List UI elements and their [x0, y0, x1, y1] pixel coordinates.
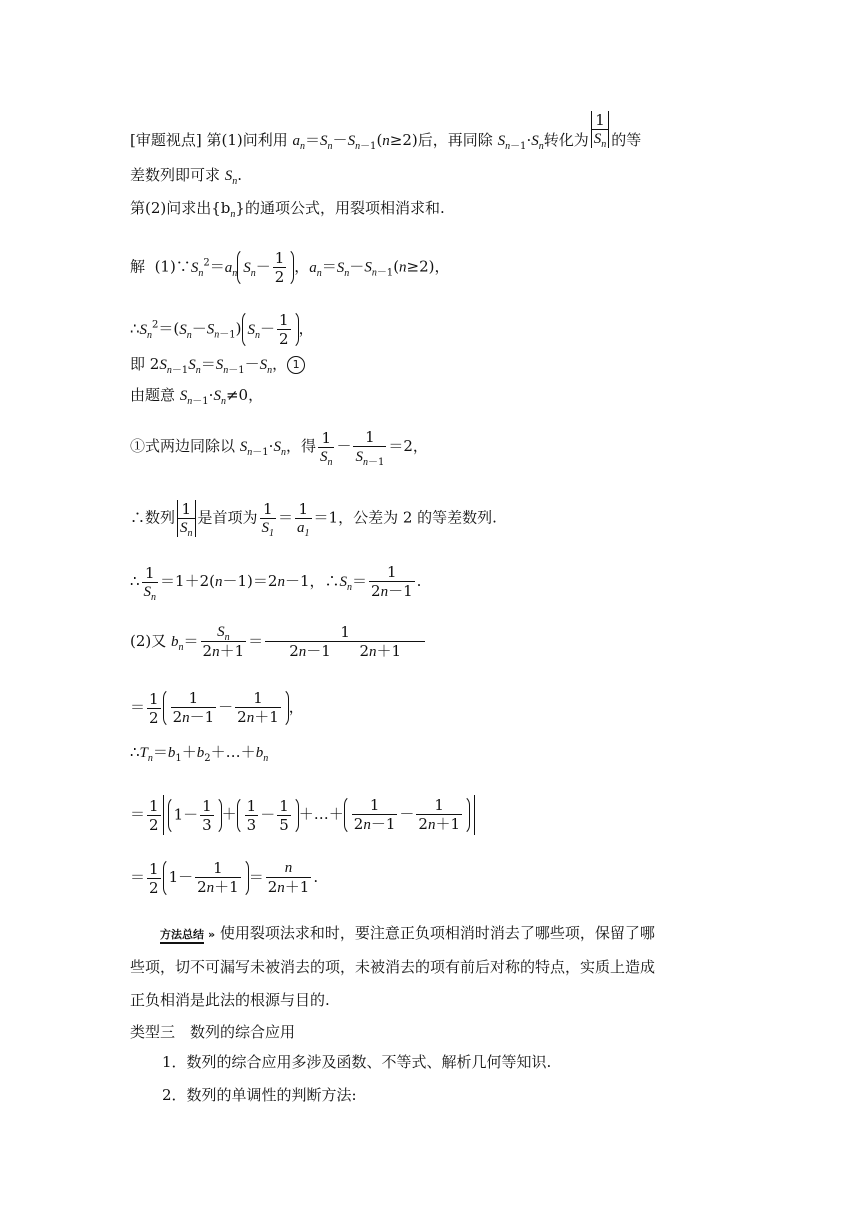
section-item-1: 1．数列的综合应用多涉及函数、不等式、解析几何等知识.: [162, 1053, 552, 1071]
solution-line-5: ①式两边同除以 $S_{n-1}\cdot S_n$，得 $\frac{1}{S_n}$ － $\frac{1}{S_{n-1}}$ ＝2，: [130, 428, 428, 468]
method-text: 使用裂项法求和时，要注意正负项相消时消去了哪些项，保留了哪: [219, 924, 655, 942]
solution-line-7: ∴ $\frac{1}{S_n}$ ＝1＋2(n－1)＝2n－1，$\therefore S_n=$ $\frac{1}{2n-1}$ .: [130, 563, 422, 603]
solution-text: ，得: [285, 437, 316, 455]
intro-text: 转化为: [543, 131, 589, 149]
intro-text: 差数列即可求: [130, 166, 221, 184]
circled-one: 1: [287, 356, 305, 374]
section-title: 类型三 数列的综合应用: [130, 1023, 296, 1041]
solution-line-6: ∴数列 $\frac{1}{S_n}$ 是首项为 $\frac{1}{S_1}$ ＝ $\frac{1}{a_1}$ ＝1，公差为 2 的等差数列.: [130, 500, 497, 539]
method-badge: 方法总结: [160, 928, 204, 944]
intro-text: 后，再同除: [417, 131, 493, 149]
solution-line-4: 由题意 $S_{n-1}\cdot S_n\ne 0$，: [130, 386, 264, 407]
intro-text: 第(1)问利用: [206, 131, 288, 149]
intro-text: 第(2)问求出{b: [130, 199, 231, 217]
solution-line-3: 即 $2S_{n-1}S_n=S_{n-1}-S_n$， 1: [130, 354, 305, 375]
method-line-2: 些项，切不可漏写未被消去的项，未被消去的项有前后对称的特点，实质上造成: [130, 958, 656, 976]
method-line-3: 正负相消是此法的根源与目的.: [130, 991, 330, 1009]
intro-text: 的等: [611, 131, 642, 149]
therefore-symbol: ∴: [130, 319, 140, 338]
solution-line-8: (2)又 $b_n=$ $\frac{S_n}{2n+1}$ ＝ $\frac{1}{2n-1 2n+1}$: [130, 623, 427, 661]
solution-text: 即 2: [130, 355, 160, 373]
solution-line-1: 解 $(1)\because S_n^2=a_n$ $S_n-$ $\frac{1}{2}$ ，$a_n=S_n-S_{n-1}(n\ge 2)$，: [130, 249, 450, 286]
solution-line-2: $\therefore S_n^2=(S_n-S_{n-1})$ $S_n-$ $\frac{1}{2}$ ，: [130, 311, 314, 348]
intro-line-2: 差数列即可求 $S_n$.: [130, 166, 243, 187]
intro-tag: [审题视点]: [130, 131, 202, 149]
solution-text: ，公差为 2 的等差数列.: [338, 508, 497, 527]
solution-text: ①式两边同除以: [130, 437, 236, 455]
solution-text: 由题意: [130, 386, 176, 404]
intro-line-3: 第(2)问求出$\{b_n\}$的通项公式，用裂项相消求和.: [130, 199, 445, 220]
intro-line-1: [审题视点] 第(1)问利用 $a_n=S_n-S_{n-1}(n\ge 2)$后，再同除 $S_{n-1}\cdot S_n$转化为 $\frac{1}{S_n}$ 的等: [130, 110, 642, 152]
method-line-1: 方法总结 » 使用裂项法求和时，要注意正负项相消时消去了哪些项，保留了哪: [160, 924, 655, 942]
solution-text: 是首项为: [197, 508, 258, 527]
solution-line-9: ＝ $\frac{1}{2}$ $\frac{1}{2n-1}$ － $\frac{1}{2n+1}$ ，: [130, 689, 304, 727]
section-item-2: 2．数列的单调性的判断方法:: [162, 1086, 357, 1104]
solution-line-11: ＝ $\frac{1}{2}$ 1－ $\frac{1}{3}$ ＋ $\frac{1}{3}$ － $\frac{1}{5}$ ＋…＋ $\frac{1}{2n-1}$ － $\frac{1}{2n+1}$: [130, 795, 475, 835]
solution-label: 解: [130, 257, 146, 276]
solution-line-10: $\therefore T_n=b_1+b_2+\dots+b_n$: [130, 743, 269, 764]
solution-line-12: ＝ $\frac{1}{2}$ 1－ $\frac{1}{2n+1}$ ＝ $\frac{n}{2n+1}$ .: [130, 859, 319, 897]
part-2-label: (2)又: [130, 632, 167, 650]
solution-text: ∴数列: [130, 508, 176, 527]
intro-text: }的通项公式，用裂项相消求和.: [235, 199, 445, 217]
part-1-label: (1)∵: [154, 257, 191, 276]
